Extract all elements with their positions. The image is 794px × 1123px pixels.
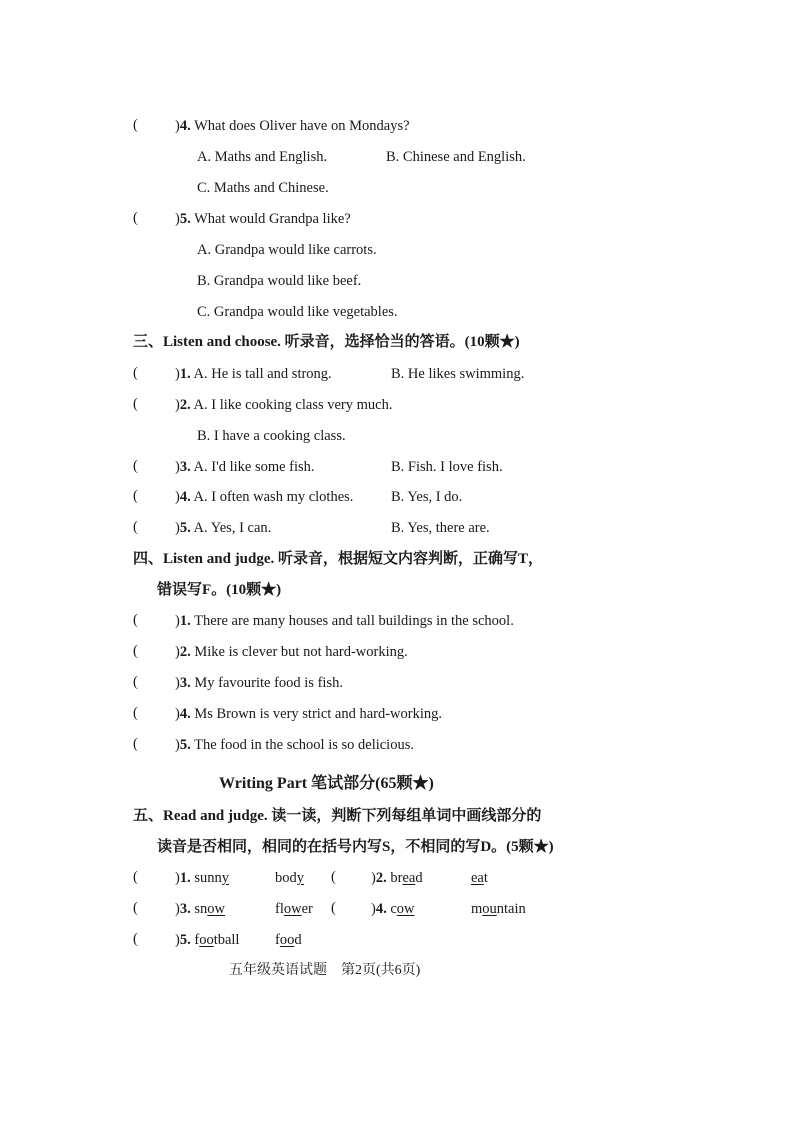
answer-paren-close: ) (371, 870, 376, 886)
s4-statement-5 (175, 736, 414, 754)
s4-statement-2 (175, 643, 408, 661)
statement-text: Ms Brown is very strict and hard-working. (194, 706, 443, 722)
underlined-letters: ow (396, 901, 415, 917)
option-a: A. He is tall and strong. (193, 366, 332, 382)
question-number: 5. (179, 932, 191, 948)
question-number: 4. (375, 901, 387, 917)
answer-paren-close: ) (175, 118, 180, 134)
answer-paren-close: ) (371, 901, 376, 917)
s4-statement-1 (175, 612, 514, 630)
word-1 (194, 901, 225, 917)
s3-question-4 (175, 488, 353, 506)
question-text: What would Grandpa like? (194, 211, 351, 227)
word-part: t (483, 870, 488, 886)
word-2 (275, 869, 304, 887)
word-1 (390, 870, 422, 886)
word-part: fl (275, 901, 284, 917)
option-b: B. Yes, I do. (391, 489, 463, 505)
underlined-letters: ow (283, 901, 302, 917)
s5-item-4 (371, 900, 415, 918)
s5-item-3 (175, 900, 225, 918)
s4-statement-3 (175, 674, 343, 692)
question-number: 2. (179, 644, 191, 660)
answer-paren-open: ( (133, 643, 138, 659)
option-a: A. I often wash my clothes. (193, 489, 354, 505)
word-1 (194, 870, 229, 886)
s3-question-3 (175, 458, 315, 476)
question-number: 1. (179, 366, 191, 382)
word-1 (390, 901, 414, 917)
answer-paren-close: ) (175, 366, 180, 382)
answer-paren-close: ) (175, 520, 180, 536)
option-a: A. I'd like some fish. (193, 459, 315, 475)
question-number: 4. (179, 706, 191, 722)
question-number: 3. (179, 901, 191, 917)
word-2 (471, 869, 488, 887)
answer-paren-close: ) (175, 211, 180, 227)
section-4-heading: 四、Listen and judge. 听录音，根据短文内容判断，正确写T， (133, 551, 544, 567)
statement-text: My favourite food is fish. (194, 675, 343, 691)
word-part: c (390, 901, 397, 917)
s3-question-1 (175, 365, 332, 383)
question-text: What does Oliver have on Mondays? (194, 118, 410, 134)
question-number: 5. (179, 520, 191, 536)
option-b: B. Fish. I love fish. (391, 459, 503, 475)
s3-question-2 (175, 396, 392, 414)
underlined-letters: y (221, 870, 229, 886)
word-part: f (275, 932, 280, 948)
answer-paren-close: ) (175, 489, 180, 505)
underlined-letters: oo (199, 932, 214, 948)
answer-paren-close: ) (175, 675, 180, 691)
option-b: B. I have a cooking class. (197, 428, 346, 444)
word-1 (194, 932, 239, 948)
word-part: ntain (496, 901, 526, 917)
s5-item-1 (175, 869, 229, 887)
answer-paren-close: ) (175, 644, 180, 660)
answer-paren-close: ) (175, 397, 180, 413)
answer-paren-open: ( (133, 210, 138, 226)
word-part: bod (275, 870, 297, 886)
option-a: A. I like cooking class very much. (193, 397, 393, 413)
answer-paren-open: ( (133, 519, 138, 535)
answer-paren-open: ( (133, 674, 138, 690)
answer-paren-open: ( (133, 488, 138, 504)
answer-paren-open: ( (133, 900, 138, 916)
question-5 (175, 210, 351, 228)
question-number: 4. (179, 489, 191, 505)
answer-paren-open: ( (133, 612, 138, 628)
word-part: br (390, 870, 403, 886)
underlined-letters: oo (279, 932, 295, 948)
question-number: 3. (179, 675, 191, 691)
answer-paren-open: ( (133, 869, 138, 885)
underlined-letters: y (296, 870, 304, 886)
answer-paren-open: ( (133, 931, 138, 947)
option-b: B. Grandpa would like beef. (197, 273, 362, 289)
word-part: tball (213, 932, 240, 948)
question-4 (175, 117, 410, 135)
question-number: 1. (179, 613, 191, 629)
word-part: sn (194, 901, 208, 917)
word-part: er (301, 901, 313, 917)
s5-item-2 (371, 869, 423, 887)
option-a: A. Grandpa would like carrots. (197, 242, 377, 258)
answer-paren-close: ) (175, 932, 180, 948)
question-number: 2. (179, 397, 191, 413)
answer-paren-open: ( (133, 736, 138, 752)
word-part: d (294, 932, 302, 948)
s5-item-5 (175, 931, 239, 949)
option-c: C. Grandpa would like vegetables. (197, 304, 398, 320)
answer-paren-close: ) (175, 737, 180, 753)
answer-paren-close: ) (175, 459, 180, 475)
question-number: 1. (179, 870, 191, 886)
answer-paren-close: ) (175, 706, 180, 722)
section-5-heading-cont: 读音是否相同，相同的在括号内写S，不相同的写D。(5颗★) (157, 839, 554, 855)
question-number: 5. (179, 737, 191, 753)
question-number: 2. (375, 870, 387, 886)
answer-paren-open: ( (133, 365, 138, 381)
s3-question-5 (175, 519, 271, 537)
answer-paren-open: ( (331, 900, 336, 916)
question-number: 4. (179, 118, 191, 134)
underlined-letters: ea (402, 870, 416, 886)
word-part: m (471, 901, 483, 917)
answer-paren-open: ( (133, 458, 138, 474)
page-footer: 五年级英语试题 第2页(共6页) (229, 963, 421, 978)
underlined-letters: ow (207, 901, 225, 917)
answer-paren-close: ) (175, 613, 180, 629)
option-a: A. Yes, I can. (193, 520, 272, 536)
answer-paren-open: ( (133, 117, 138, 133)
word-2 (275, 931, 302, 949)
answer-paren-open: ( (133, 705, 138, 721)
answer-paren-close: ) (175, 901, 180, 917)
word-part: f (194, 932, 200, 948)
word-part: d (415, 870, 423, 886)
option-a: A. Maths and English. (197, 149, 328, 165)
underlined-letters: ea (471, 870, 484, 886)
option-b: B. Yes, there are. (391, 520, 490, 536)
question-number: 5. (179, 211, 191, 227)
section-5-heading: 五、Read and judge. 读一读，判断下列每组单词中画线部分的 (133, 808, 542, 824)
word-2 (275, 900, 313, 918)
underlined-letters: ou (482, 901, 497, 917)
option-b: B. Chinese and English. (386, 149, 526, 165)
question-number: 3. (179, 459, 191, 475)
word-part: sunn (194, 870, 222, 886)
answer-paren-open: ( (133, 396, 138, 412)
s4-statement-4 (175, 705, 442, 723)
statement-text: Mike is clever but not hard-working. (194, 644, 408, 660)
option-c: C. Maths and Chinese. (197, 180, 329, 196)
answer-paren-open: ( (331, 869, 336, 885)
answer-paren-close: ) (175, 870, 180, 886)
writing-part-title: Writing Part 笔试部分(65颗★) (219, 775, 434, 792)
statement-text: There are many houses and tall buildings in the school. (194, 613, 514, 629)
section-4-heading-cont: 错误写F。(10颗★) (157, 582, 282, 598)
statement-text: The food in the school is so delicious. (194, 737, 414, 753)
word-2 (471, 900, 526, 918)
option-b: B. He likes swimming. (391, 366, 525, 382)
section-3-heading: 三、Listen and choose. 听录音，选择恰当的答语。(10颗★) (133, 334, 520, 350)
